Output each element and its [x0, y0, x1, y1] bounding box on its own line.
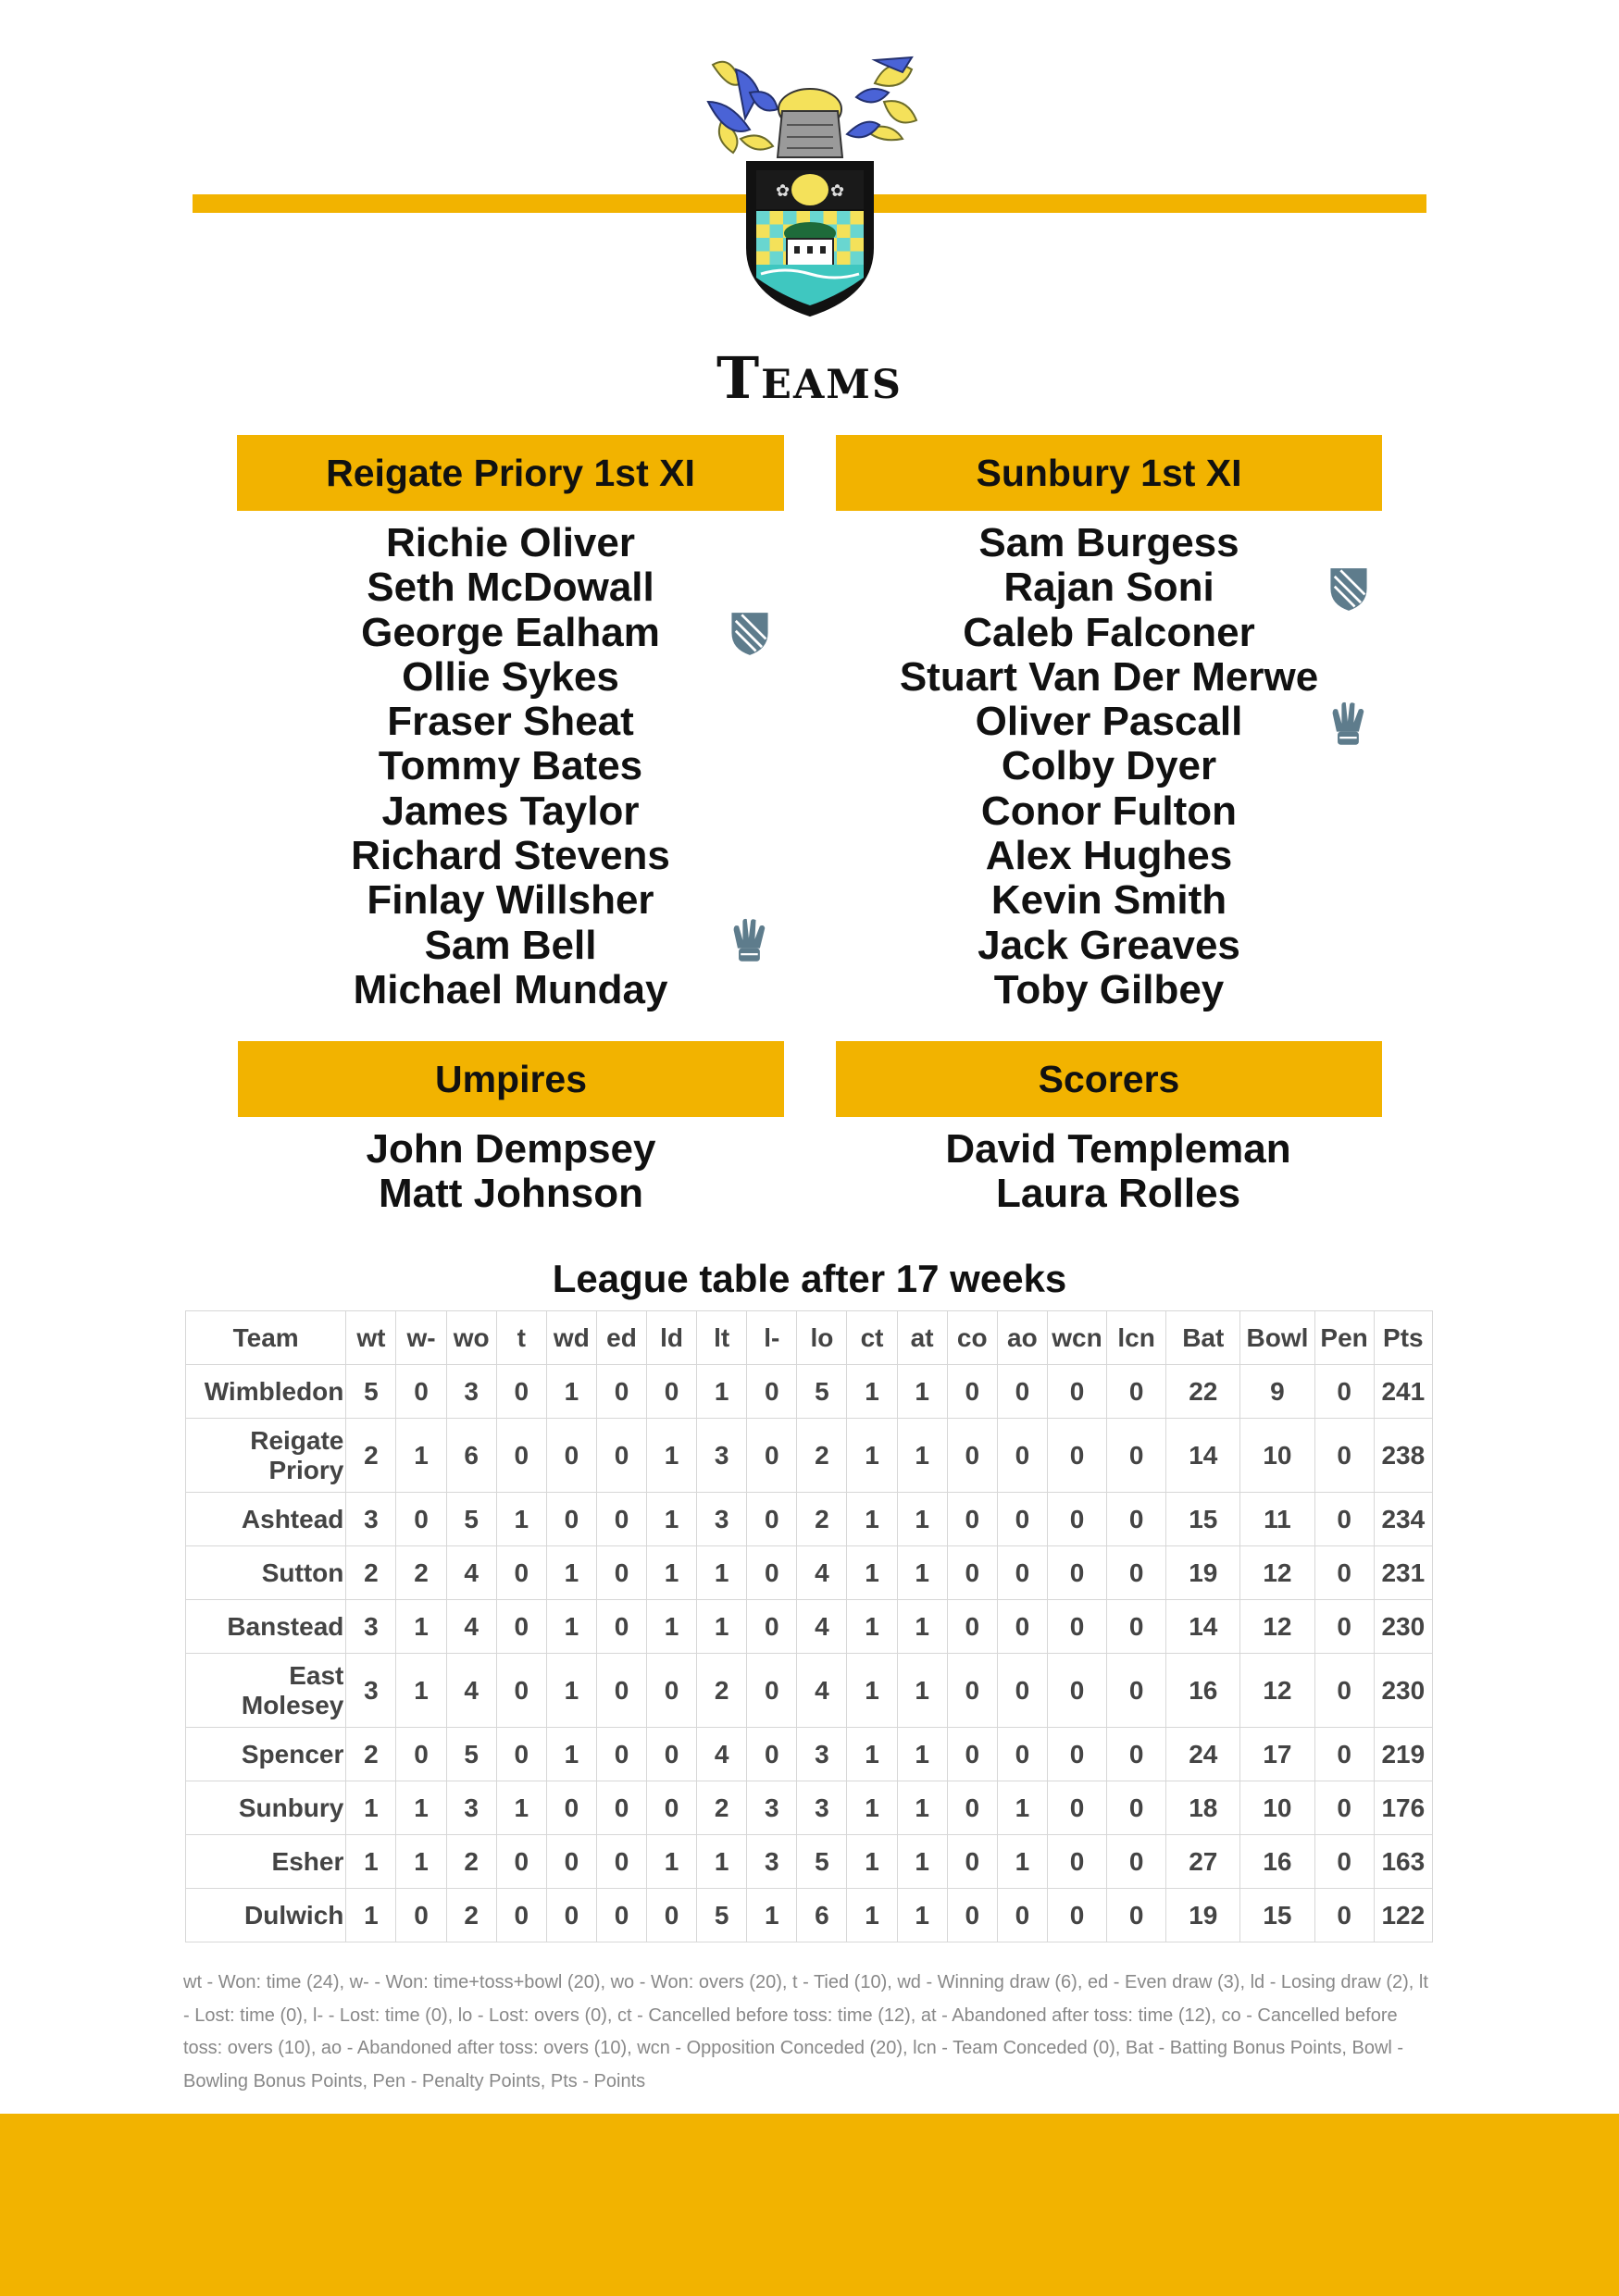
stat-cell: 0: [596, 1365, 646, 1419]
stat-cell: 0: [596, 1419, 646, 1493]
svg-text:✿: ✿: [776, 181, 791, 201]
stat-cell: 0: [546, 1493, 596, 1546]
stat-cell: 230: [1374, 1654, 1432, 1728]
stat-cell: 4: [446, 1600, 496, 1654]
team-name-cell: Ashtead: [186, 1493, 346, 1546]
stat-cell: 1: [546, 1365, 596, 1419]
footer-band: [0, 2114, 1619, 2296]
stat-cell: 1: [847, 1728, 897, 1781]
stat-cell: 0: [1107, 1781, 1166, 1835]
stat-cell: 0: [1314, 1889, 1374, 1942]
stat-cell: 0: [1047, 1600, 1106, 1654]
scorer-list: [845, 1127, 1391, 1217]
league-table-title: League table after 17 weeks: [552, 1257, 1067, 1300]
stat-cell: 1: [847, 1365, 897, 1419]
stat-cell: 0: [1047, 1654, 1106, 1728]
stat-cell: 0: [596, 1654, 646, 1728]
stat-cell: 12: [1240, 1546, 1314, 1600]
stat-cell: 5: [446, 1728, 496, 1781]
stat-cell: 0: [1314, 1781, 1374, 1835]
stat-cell: 18: [1166, 1781, 1240, 1835]
stat-cell: 5: [797, 1365, 847, 1419]
league-table-legend: wt - Won: time (24), w- - Won: time+toss+bowl (20), wo - Won: overs (20), t - Tied (10), wd - Winning draw (6), ed - Even draw (3), ld - Losing draw (2), lt - Lost: time (0), l- - Lost: time (0), lo - Lost: overs (0), ct - Cancelled before toss: time (12), at - Abandoned after toss: time (12), co - Cancelled before toss: overs (10), ao - Abandoned after toss: overs (10), wcn - Opposition Conceded (20), lcn - Team Conceded (0), Bat - Batting Bonus Points, Bowl - Bowling Bonus Points, Pen - Penalty Points, Pts - Points: [183, 1972, 1428, 2091]
stat-cell: 0: [1047, 1781, 1106, 1835]
home-player: Fraser Sheat: [387, 699, 634, 745]
stat-cell: 0: [1107, 1835, 1166, 1889]
stat-cell: 5: [697, 1889, 747, 1942]
stat-cell: 0: [947, 1654, 997, 1728]
captain-shield-icon: [729, 611, 771, 657]
stat-cell: 0: [546, 1889, 596, 1942]
svg-text:✿: ✿: [830, 181, 845, 201]
stat-cell: 1: [546, 1546, 596, 1600]
home-team-header: Reigate Priory 1st XI: [237, 435, 784, 511]
stat-cell: 1: [346, 1889, 396, 1942]
stat-cell: 0: [596, 1728, 646, 1781]
column-header: l-: [747, 1311, 797, 1365]
stat-cell: 234: [1374, 1493, 1432, 1546]
stat-cell: 0: [1314, 1365, 1374, 1419]
stat-cell: 0: [647, 1654, 697, 1728]
stat-cell: 0: [997, 1419, 1047, 1493]
stat-cell: 0: [1314, 1654, 1374, 1728]
scorer-name: David Templeman: [945, 1126, 1291, 1172]
stat-cell: 14: [1166, 1419, 1240, 1493]
stat-cell: 1: [697, 1365, 747, 1419]
stat-cell: 0: [496, 1835, 546, 1889]
stat-cell: 5: [446, 1493, 496, 1546]
mantling-left-blue: [708, 69, 778, 131]
stat-cell: 0: [1107, 1493, 1166, 1546]
stat-cell: 1: [897, 1728, 947, 1781]
stat-cell: 0: [496, 1365, 546, 1419]
stat-cell: 1: [847, 1835, 897, 1889]
column-header: wo: [446, 1311, 496, 1365]
team-name-cell: Sutton: [186, 1546, 346, 1600]
stat-cell: 0: [1314, 1600, 1374, 1654]
table-row: [186, 1419, 1433, 1493]
stat-cell: 27: [1166, 1835, 1240, 1889]
table-row: [186, 1546, 1433, 1600]
column-header: wcn: [1047, 1311, 1106, 1365]
stat-cell: 12: [1240, 1600, 1314, 1654]
stat-cell: 16: [1240, 1835, 1314, 1889]
stat-cell: 1: [346, 1835, 396, 1889]
stat-cell: 19: [1166, 1889, 1240, 1942]
table-row: [186, 1493, 1433, 1546]
stat-cell: 1: [897, 1419, 947, 1493]
stat-cell: 3: [346, 1600, 396, 1654]
stat-cell: 122: [1374, 1889, 1432, 1942]
team-name-cell: Spencer: [186, 1728, 346, 1781]
column-header: Team: [186, 1311, 346, 1365]
league-table: [185, 1310, 1433, 1942]
stat-cell: 0: [1047, 1728, 1106, 1781]
stat-cell: 0: [1314, 1835, 1374, 1889]
stat-cell: 163: [1374, 1835, 1432, 1889]
stat-cell: 0: [747, 1419, 797, 1493]
league-table-header-row: [186, 1311, 1433, 1365]
stat-cell: 0: [747, 1546, 797, 1600]
column-header: w-: [396, 1311, 446, 1365]
stat-cell: 1: [897, 1365, 947, 1419]
stat-cell: 0: [647, 1889, 697, 1942]
stat-cell: 219: [1374, 1728, 1432, 1781]
away-player: Sam Burgess: [978, 520, 1239, 565]
stat-cell: 2: [396, 1546, 446, 1600]
stat-cell: 0: [997, 1728, 1047, 1781]
mantling-right-blue: [847, 57, 912, 137]
stat-cell: 3: [797, 1781, 847, 1835]
home-player: Finlay Willsher: [367, 877, 654, 924]
stat-cell: 0: [997, 1600, 1047, 1654]
stat-cell: 0: [596, 1889, 646, 1942]
stat-cell: 1: [747, 1889, 797, 1942]
stat-cell: 1: [647, 1493, 697, 1546]
stat-cell: 0: [997, 1654, 1047, 1728]
stat-cell: 0: [1107, 1654, 1166, 1728]
stat-cell: 0: [947, 1889, 997, 1942]
stat-cell: 0: [747, 1654, 797, 1728]
stat-cell: 0: [396, 1889, 446, 1942]
stat-cell: 0: [1314, 1493, 1374, 1546]
stat-cell: 0: [1047, 1889, 1106, 1942]
column-header: Bat: [1166, 1311, 1240, 1365]
stat-cell: 238: [1374, 1419, 1432, 1493]
column-header: co: [947, 1311, 997, 1365]
stat-cell: 1: [546, 1654, 596, 1728]
stat-cell: 0: [997, 1493, 1047, 1546]
stat-cell: 0: [1047, 1835, 1106, 1889]
stat-cell: 1: [396, 1835, 446, 1889]
stat-cell: 0: [947, 1365, 997, 1419]
stat-cell: 0: [496, 1728, 546, 1781]
column-header: ld: [647, 1311, 697, 1365]
stat-cell: 1: [897, 1493, 947, 1546]
stat-cell: 0: [1314, 1419, 1374, 1493]
stat-cell: 2: [697, 1654, 747, 1728]
stat-cell: 17: [1240, 1728, 1314, 1781]
league-table-body: [186, 1365, 1433, 1942]
away-player: Kevin Smith: [990, 877, 1227, 924]
umpires-header: Umpires: [238, 1041, 784, 1117]
stat-cell: 0: [747, 1728, 797, 1781]
home-player: Richard Stevens: [351, 833, 670, 879]
stat-cell: 1: [847, 1600, 897, 1654]
scorers-header: Scorers: [836, 1041, 1382, 1117]
stat-cell: 0: [1107, 1419, 1166, 1493]
column-header: t: [496, 1311, 546, 1365]
umpire-list: [238, 1127, 784, 1217]
stat-cell: 24: [1166, 1728, 1240, 1781]
stat-cell: 1: [396, 1600, 446, 1654]
stat-cell: 0: [496, 1600, 546, 1654]
stat-cell: 0: [997, 1889, 1047, 1942]
home-player: Richie Oliver: [385, 520, 635, 565]
stat-cell: 4: [446, 1546, 496, 1600]
column-header: lt: [697, 1311, 747, 1365]
stat-cell: 1: [647, 1835, 697, 1889]
stat-cell: 1: [396, 1419, 446, 1493]
table-row: [186, 1835, 1433, 1889]
home-player: Tommy Bates: [378, 743, 643, 789]
stat-cell: 3: [747, 1781, 797, 1835]
stat-cell: 1: [847, 1654, 897, 1728]
away-player: Alex Hughes: [985, 833, 1233, 879]
stat-cell: 15: [1240, 1889, 1314, 1942]
stat-cell: 2: [446, 1835, 496, 1889]
stat-cell: 0: [1047, 1546, 1106, 1600]
table-row: [186, 1600, 1433, 1654]
stat-cell: 3: [446, 1365, 496, 1419]
stat-cell: 0: [647, 1781, 697, 1835]
away-player: Rajan Soni: [1003, 565, 1214, 611]
stat-cell: 0: [496, 1546, 546, 1600]
stat-cell: 1: [847, 1781, 897, 1835]
stat-cell: 0: [1047, 1365, 1106, 1419]
stat-cell: 5: [346, 1365, 396, 1419]
stat-cell: 0: [1047, 1419, 1106, 1493]
stat-cell: 3: [797, 1728, 847, 1781]
stat-cell: 1: [897, 1546, 947, 1600]
column-header: ct: [847, 1311, 897, 1365]
stat-cell: 19: [1166, 1546, 1240, 1600]
stat-cell: 0: [396, 1493, 446, 1546]
header-rule-left: [193, 194, 748, 213]
away-player: Stuart Van Der Merwe: [899, 653, 1319, 700]
away-player: Jack Greaves: [978, 922, 1240, 968]
stat-cell: 12: [1240, 1654, 1314, 1728]
column-header: at: [897, 1311, 947, 1365]
stat-cell: 22: [1166, 1365, 1240, 1419]
stat-cell: 1: [697, 1600, 747, 1654]
column-header: wt: [346, 1311, 396, 1365]
stat-cell: 241: [1374, 1365, 1432, 1419]
scorer-name: Laura Rolles: [995, 1171, 1241, 1217]
column-header: ed: [596, 1311, 646, 1365]
stat-cell: 0: [1314, 1546, 1374, 1600]
stat-cell: 0: [596, 1781, 646, 1835]
stat-cell: 0: [947, 1600, 997, 1654]
stat-cell: 0: [1107, 1546, 1166, 1600]
stat-cell: 1: [496, 1493, 546, 1546]
column-header: Bowl: [1240, 1311, 1314, 1365]
stat-cell: 2: [346, 1728, 396, 1781]
stat-cell: 1: [346, 1781, 396, 1835]
stat-cell: 0: [596, 1835, 646, 1889]
away-player: Caleb Falconer: [963, 609, 1255, 655]
table-row: [186, 1365, 1433, 1419]
stat-cell: 1: [997, 1781, 1047, 1835]
stat-cell: 0: [546, 1419, 596, 1493]
stat-cell: 9: [1240, 1365, 1314, 1419]
stat-cell: 1: [697, 1546, 747, 1600]
stat-cell: 1: [496, 1781, 546, 1835]
column-header: lo: [797, 1311, 847, 1365]
column-header: Pts: [1374, 1311, 1432, 1365]
wicketkeeper-gloves-icon: [1327, 701, 1370, 748]
stat-cell: 4: [797, 1546, 847, 1600]
column-header: lcn: [1107, 1311, 1166, 1365]
stat-cell: 0: [1107, 1600, 1166, 1654]
home-player: Seth McDowall: [367, 565, 654, 611]
stat-cell: 0: [1107, 1365, 1166, 1419]
column-header: Pen: [1314, 1311, 1374, 1365]
stat-cell: 4: [697, 1728, 747, 1781]
stat-cell: 0: [647, 1728, 697, 1781]
home-player: George Ealham: [361, 609, 660, 655]
stat-cell: 0: [596, 1546, 646, 1600]
stat-cell: 4: [797, 1654, 847, 1728]
stat-cell: 10: [1240, 1781, 1314, 1835]
team-name-cell: Dulwich: [186, 1889, 346, 1942]
team-name-cell: Esher: [186, 1835, 346, 1889]
stat-cell: 5: [797, 1835, 847, 1889]
stat-cell: 230: [1374, 1600, 1432, 1654]
captain-shield-icon: [1327, 566, 1370, 613]
stat-cell: 1: [897, 1600, 947, 1654]
away-player: Oliver Pascall: [975, 699, 1243, 745]
stat-cell: 1: [997, 1835, 1047, 1889]
stat-cell: 1: [546, 1728, 596, 1781]
stat-cell: 1: [847, 1419, 897, 1493]
stat-cell: 10: [1240, 1419, 1314, 1493]
stat-cell: 2: [797, 1493, 847, 1546]
stat-cell: 0: [947, 1546, 997, 1600]
stat-cell: 0: [947, 1419, 997, 1493]
stat-cell: 1: [847, 1546, 897, 1600]
stat-cell: 1: [546, 1600, 596, 1654]
stat-cell: 15: [1166, 1493, 1240, 1546]
stat-cell: 0: [496, 1419, 546, 1493]
home-player: Michael Munday: [353, 966, 668, 1012]
stat-cell: 0: [947, 1728, 997, 1781]
stat-cell: 2: [346, 1546, 396, 1600]
stat-cell: 3: [697, 1493, 747, 1546]
team-name-cell: East Molesey: [186, 1654, 346, 1728]
stat-cell: 1: [897, 1889, 947, 1942]
stat-cell: 2: [446, 1889, 496, 1942]
stat-cell: 11: [1240, 1493, 1314, 1546]
stat-cell: 0: [997, 1546, 1047, 1600]
stat-cell: 0: [1107, 1889, 1166, 1942]
away-player: Conor Fulton: [980, 788, 1238, 834]
stat-cell: 1: [647, 1546, 697, 1600]
stat-cell: 0: [947, 1835, 997, 1889]
header-rule-right: [873, 194, 1426, 213]
crest-castle: [784, 222, 836, 268]
stat-cell: 0: [596, 1600, 646, 1654]
away-player: Toby Gilbey: [993, 966, 1225, 1012]
table-row: [186, 1728, 1433, 1781]
club-crest-logo: [0, 0, 1619, 333]
column-header: ao: [997, 1311, 1047, 1365]
stat-cell: 231: [1374, 1546, 1432, 1600]
table-row: [186, 1654, 1433, 1728]
stat-cell: 4: [446, 1654, 496, 1728]
team-name-cell: Sunbury: [186, 1781, 346, 1835]
stat-cell: 0: [747, 1365, 797, 1419]
stat-cell: 1: [847, 1889, 897, 1942]
stat-cell: 0: [947, 1781, 997, 1835]
helmet: [778, 89, 842, 157]
stat-cell: 6: [446, 1419, 496, 1493]
stat-cell: 2: [346, 1419, 396, 1493]
stat-cell: 3: [346, 1493, 396, 1546]
stat-cell: 0: [747, 1600, 797, 1654]
stat-cell: 2: [697, 1781, 747, 1835]
umpire-name: Matt Johnson: [379, 1171, 643, 1217]
home-player-list: [237, 521, 784, 1012]
stat-cell: 16: [1166, 1654, 1240, 1728]
stat-cell: 0: [596, 1493, 646, 1546]
stat-cell: 1: [847, 1493, 897, 1546]
stat-cell: 0: [947, 1493, 997, 1546]
stat-cell: 14: [1166, 1600, 1240, 1654]
column-header: wd: [546, 1311, 596, 1365]
table-row: [186, 1781, 1433, 1835]
stat-cell: 1: [897, 1835, 947, 1889]
stat-cell: 3: [346, 1654, 396, 1728]
stat-cell: 3: [747, 1835, 797, 1889]
wicketkeeper-gloves-icon: [729, 918, 771, 964]
stat-cell: 0: [496, 1654, 546, 1728]
stat-cell: 0: [396, 1728, 446, 1781]
stat-cell: 2: [797, 1419, 847, 1493]
stat-cell: 0: [1314, 1728, 1374, 1781]
stat-cell: 0: [1107, 1728, 1166, 1781]
stat-cell: 0: [546, 1781, 596, 1835]
stat-cell: 1: [897, 1654, 947, 1728]
away-team-header: Sunbury 1st XI: [836, 435, 1382, 511]
stat-cell: 1: [396, 1654, 446, 1728]
away-player-list: [836, 521, 1382, 1012]
stat-cell: 1: [897, 1781, 947, 1835]
stat-cell: 6: [797, 1889, 847, 1942]
stat-cell: 3: [697, 1419, 747, 1493]
stat-cell: 1: [647, 1600, 697, 1654]
stat-cell: 0: [747, 1493, 797, 1546]
page-title: Teams: [716, 344, 903, 412]
stat-cell: 0: [997, 1365, 1047, 1419]
umpire-name: John Dempsey: [366, 1126, 656, 1172]
stat-cell: 1: [396, 1781, 446, 1835]
home-player: Ollie Sykes: [402, 653, 619, 700]
stat-cell: 0: [546, 1835, 596, 1889]
home-player: Sam Bell: [424, 922, 597, 968]
stat-cell: 4: [797, 1600, 847, 1654]
table-row: [186, 1889, 1433, 1942]
team-name-cell: Banstead: [186, 1600, 346, 1654]
stat-cell: 0: [396, 1365, 446, 1419]
stat-cell: 0: [1047, 1493, 1106, 1546]
home-player: James Taylor: [381, 788, 640, 834]
stat-cell: 0: [647, 1365, 697, 1419]
stat-cell: 0: [496, 1889, 546, 1942]
team-name-cell: Wimbledon: [186, 1365, 346, 1419]
stat-cell: 3: [446, 1781, 496, 1835]
team-name-cell: Reigate Priory: [186, 1419, 346, 1493]
stat-cell: 176: [1374, 1781, 1432, 1835]
away-player: Colby Dyer: [1001, 743, 1217, 789]
stat-cell: 1: [647, 1419, 697, 1493]
stat-cell: 1: [697, 1835, 747, 1889]
